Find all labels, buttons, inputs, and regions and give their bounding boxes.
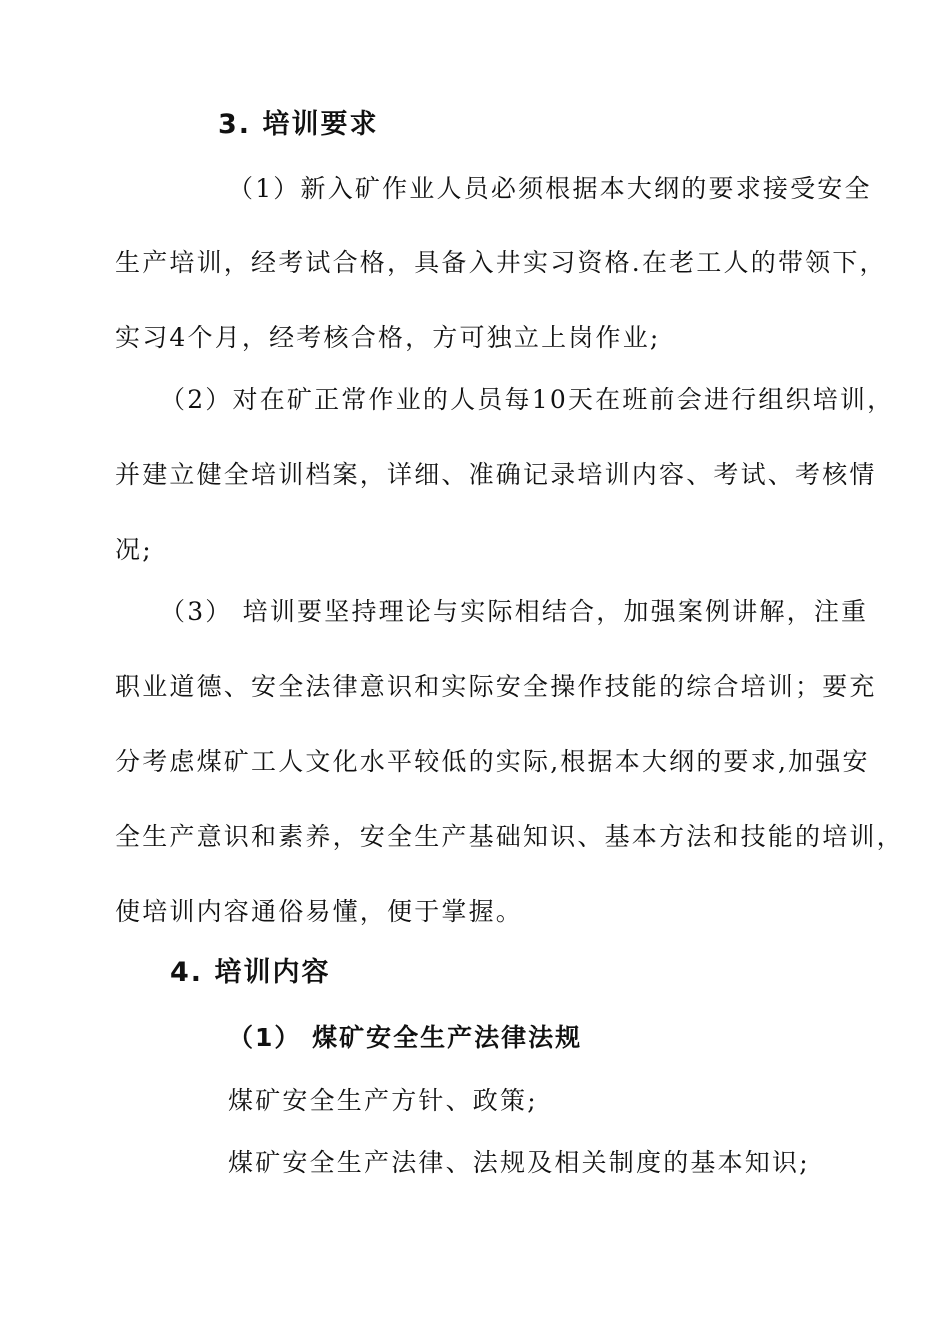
paragraph-line: 并建立健全培训档案，详细、准确记录培训内容、考试、考核情 [115,460,877,489]
paragraph-line: （2）对在矿正常作业的人员每10天在班前会进行组织培训， [160,385,895,414]
paragraph-line: 职业道德、安全法律意识和实际安全操作技能的综合培训；要充 [115,672,877,701]
paragraph-line: 实习4个月，经考核合格，方可独立上岗作业; [115,323,661,352]
paragraph-line: （3） 培训要坚持理论与实际相结合，加强案例讲解，注重 [160,597,869,626]
section-3-heading: 3. 培训要求 [218,109,379,140]
paragraph-line: 使培训内容通俗易懂，便于掌握。 [115,897,524,926]
paragraph-line: 煤矿安全生产方针、政策; [228,1086,538,1115]
paragraph-line: 况; [115,535,153,564]
paragraph-line: 分考虑煤矿工人文化水平较低的实际,根据本大纲的要求,加强安 [115,747,870,776]
paragraph-line: （1）新入矿作业人员必须根据本大纲的要求接受安全 [228,174,872,203]
paragraph-line: 全生产意识和素养，安全生产基础知识、基本方法和技能的培训， [115,822,904,851]
section-4-heading: 4. 培训内容 [170,957,331,988]
paragraph-line: 煤矿安全生产法律、法规及相关制度的基本知识; [228,1148,810,1177]
subsection-heading: （1） 煤矿安全生产法律法规 [228,1023,583,1052]
paragraph-line: 生产培训，经考试合格，具备入井实习资格.在老工人的带领下， [115,248,887,277]
